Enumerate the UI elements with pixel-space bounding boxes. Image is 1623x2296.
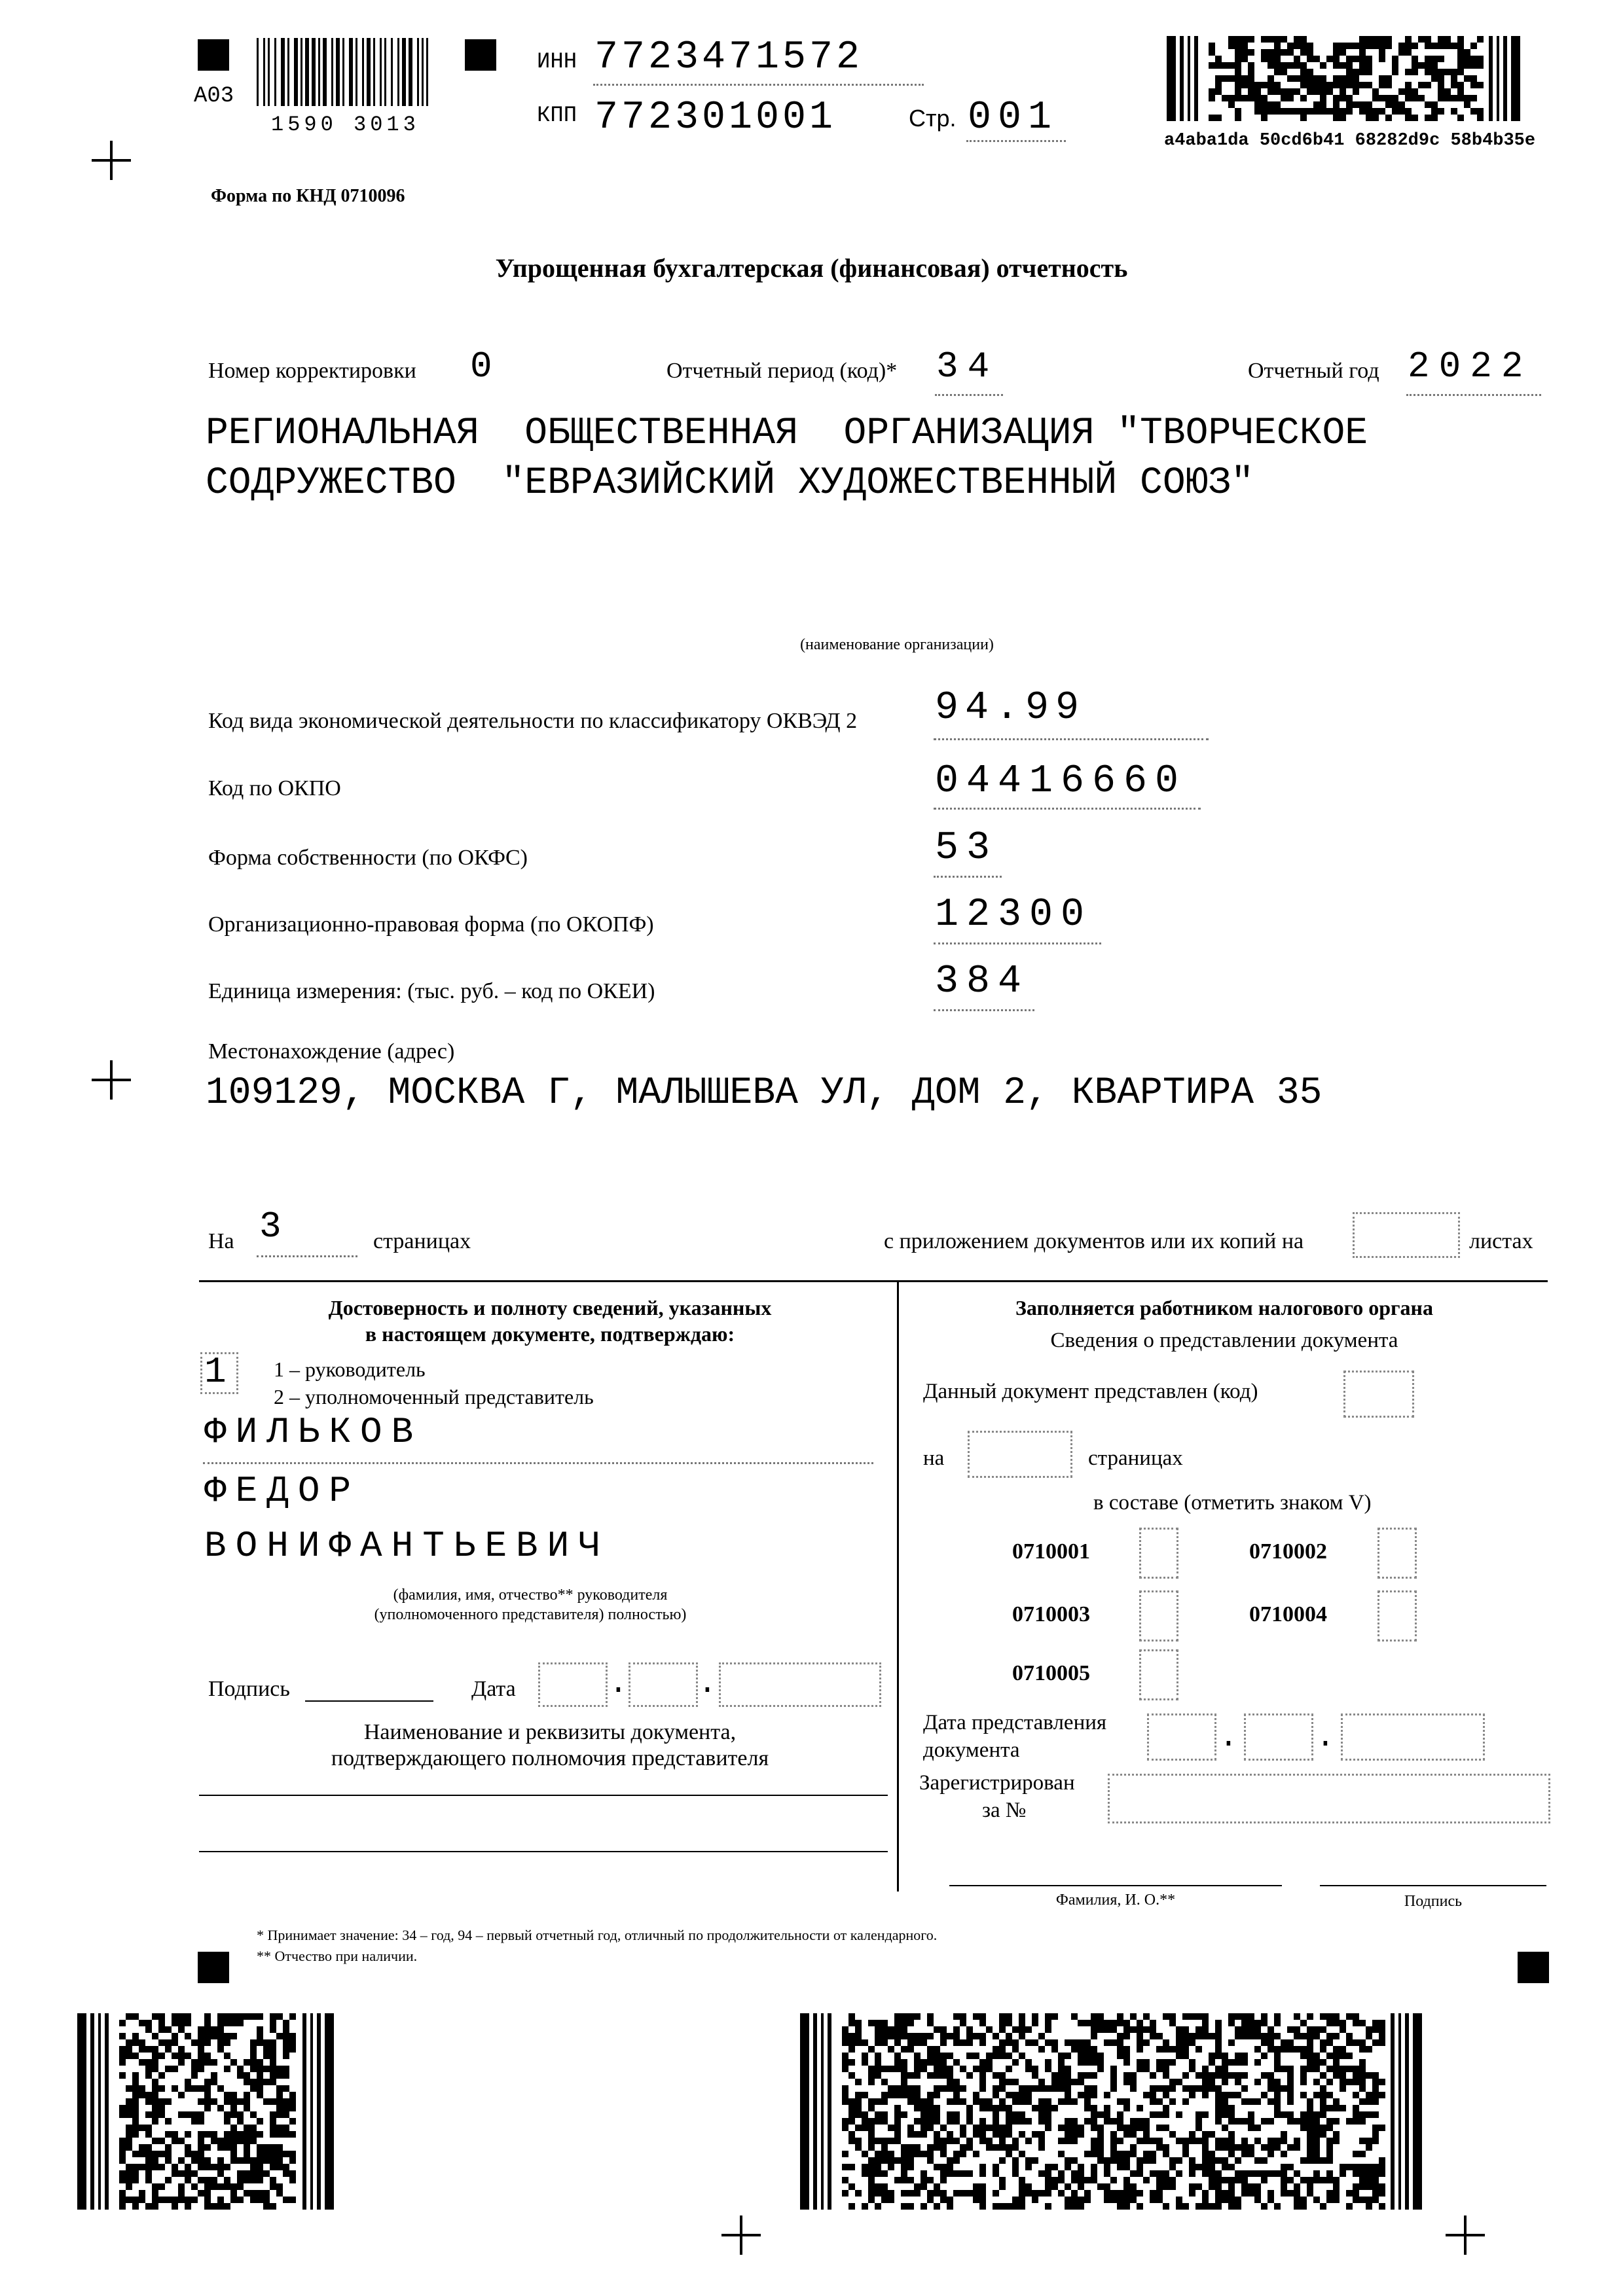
okfs-value: 53 <box>935 826 998 870</box>
section-divider <box>897 1280 899 1892</box>
confirm-heading-1: Достоверность и полноту сведений, указанных <box>328 1296 772 1319</box>
form-checkbox-0710004[interactable] <box>1377 1590 1417 1641</box>
okopf-label: Организационно-правовая форма (по ОКОПФ) <box>208 912 654 937</box>
submit-date-label-2: документа <box>923 1738 1020 1762</box>
barcode-number: 1590 3013 <box>271 113 420 137</box>
sign-date-day[interactable] <box>538 1662 608 1707</box>
pages-label: страницах <box>373 1229 471 1253</box>
signer-caption-2: (уполномоченного представителя) полностью) <box>374 1606 687 1623</box>
attachments-cells <box>1353 1212 1460 1258</box>
form-code: Форма по КНД 0710096 <box>211 186 405 206</box>
corner-marker-top-middle <box>465 39 496 71</box>
sheet-code: A03 <box>194 84 234 109</box>
correction-label: Номер корректировки <box>208 359 416 383</box>
submit-date-year[interactable] <box>1341 1713 1485 1761</box>
organization-name-line2: СОДРУЖЕСТВО "ЕВРАЗИЙСКИЙ ХУДОЖЕСТВЕННЫЙ СОЮЗ" <box>206 462 1254 505</box>
tax-pages-cells[interactable] <box>968 1431 1072 1478</box>
signer-option-1: 1 – руководитель <box>274 1357 426 1381</box>
tax-pages-on-label: на <box>923 1446 945 1470</box>
2d-barcode-icon <box>800 2013 1422 2210</box>
organization-name-line1: РЕГИОНАЛЬНАЯ ОБЩЕСТВЕННАЯ ОРГАНИЗАЦИЯ "ТВОРЧЕСКОЕ <box>206 412 1368 455</box>
barcode-icon <box>257 38 433 110</box>
document-title: Упрощенная бухгалтерская (финансовая) отчетность <box>495 253 1128 283</box>
page-number: 001 <box>968 96 1059 140</box>
composition-label: в составе (отметить знаком V) <box>1093 1491 1372 1515</box>
tax-pages-label: страницах <box>1088 1446 1183 1470</box>
form-code-0710001: 0710001 <box>1012 1539 1090 1564</box>
form-code-0710005: 0710005 <box>1012 1661 1090 1685</box>
form-checkbox-0710003[interactable] <box>1139 1590 1178 1641</box>
address-label: Местонахождение (адрес) <box>208 1039 455 1064</box>
tax-signature-caption: Подпись <box>1404 1893 1463 1910</box>
registration-cross-icon <box>92 141 131 180</box>
signer-name: ФЕДОР <box>204 1470 361 1512</box>
form-checkbox-0710005[interactable] <box>1139 1649 1178 1700</box>
registration-number-cells[interactable] <box>1108 1774 1550 1823</box>
submit-date-day[interactable] <box>1147 1713 1216 1761</box>
inn-value: 7723471572 <box>594 35 864 80</box>
signature-line[interactable] <box>305 1700 433 1702</box>
attachments-label: с приложением документов или их копий на <box>884 1229 1304 1253</box>
okei-label: Единица измерения: (тыс. руб. – код по ОКЕИ) <box>208 979 655 1003</box>
2d-barcode-icon <box>1167 36 1520 121</box>
form-checkbox-0710002[interactable] <box>1377 1528 1417 1579</box>
period-cells <box>935 394 1003 396</box>
okpo-value: 04416660 <box>935 759 1187 804</box>
sheets-label: листах <box>1469 1229 1533 1253</box>
qr-hash: a4aba1da 50cd6b41 68282d9c 58b4b35e <box>1164 131 1536 151</box>
page-label: Стр. <box>909 105 957 132</box>
representative-doc-line[interactable] <box>199 1795 888 1796</box>
fio-signature-line[interactable] <box>949 1885 1282 1886</box>
date-separator: . <box>1316 1720 1335 1755</box>
submitted-code-label: Данный документ представлен (код) <box>923 1380 1258 1403</box>
okei-value: 384 <box>935 960 1030 1004</box>
tax-signature-line[interactable] <box>1320 1885 1546 1886</box>
date-label: Дата <box>471 1677 516 1701</box>
signer-code-cell <box>200 1352 238 1394</box>
confirm-heading-2: в настоящем документе, подтверждаю: <box>365 1322 735 1346</box>
section-divider <box>199 1280 1548 1282</box>
okopf-cells <box>934 942 1101 944</box>
signer-option-2: 2 – уполномоченный представитель <box>274 1385 594 1408</box>
fio-caption: Фамилия, И. О.** <box>1055 1892 1176 1909</box>
surname-cells <box>203 1462 873 1464</box>
pages-count-cells <box>257 1255 357 1257</box>
signer-caption-1: (фамилия, имя, отчество** руководителя <box>393 1587 668 1604</box>
registered-label-1: Зарегистрирован <box>919 1771 1075 1795</box>
submit-date-label-1: Дата представления <box>923 1711 1107 1734</box>
date-separator: . <box>1219 1720 1238 1755</box>
date-separator: . <box>609 1666 628 1702</box>
registered-label-2: за № <box>982 1799 1027 1822</box>
corner-marker-bottom-right <box>1518 1952 1549 1983</box>
submit-date-month[interactable] <box>1244 1713 1313 1761</box>
okved-cells <box>934 738 1209 740</box>
signer-patronymic: ВОНИФАНТЬЕВИЧ <box>204 1525 610 1567</box>
okpo-cells <box>934 808 1201 810</box>
tax-office-heading: Заполняется работником налогового органа <box>1015 1296 1433 1319</box>
form-checkbox-0710001[interactable] <box>1139 1528 1178 1579</box>
okfs-label: Форма собственности (по ОКФС) <box>208 846 528 870</box>
representative-doc-label-1: Наименование и реквизиты документа, <box>363 1720 737 1744</box>
kpp-value: 772301001 <box>594 96 837 140</box>
inn-cells <box>593 84 924 86</box>
signature-label: Подпись <box>208 1677 290 1701</box>
form-code-0710003: 0710003 <box>1012 1602 1090 1626</box>
okved-label: Код вида экономической деятельности по классификатору ОКВЭД 2 <box>208 709 858 733</box>
registration-cross-icon <box>92 1060 131 1100</box>
period-value: 34 <box>936 346 999 387</box>
okei-cells <box>934 1009 1034 1011</box>
sign-date-month[interactable] <box>629 1662 698 1707</box>
representative-doc-label-2: подтверждающего полномочия представителя <box>331 1746 769 1770</box>
signer-code: 1 <box>204 1351 227 1393</box>
footnote-1: * Принимает значение: 34 – год, 94 – первый отчетный год, отличный по продолжительности от календарного. <box>257 1927 938 1943</box>
inn-label: ИНН <box>537 50 577 75</box>
submitted-code-cells[interactable] <box>1343 1371 1414 1418</box>
tax-office-subheading: Сведения о представлении документа <box>1050 1329 1398 1352</box>
corner-marker-top-left <box>198 39 229 71</box>
2d-barcode-icon <box>77 2013 334 2210</box>
year-cells <box>1406 394 1541 396</box>
page-cells <box>966 140 1066 142</box>
registration-cross-icon <box>721 2215 761 2255</box>
form-code-0710004: 0710004 <box>1249 1602 1327 1626</box>
okpo-label: Код по ОКПО <box>208 776 341 800</box>
year-label: Отчетный год <box>1248 359 1379 383</box>
year-value: 2022 <box>1408 346 1533 387</box>
period-label: Отчетный период (код)* <box>666 359 898 383</box>
signer-surname: ФИЛЬКОВ <box>204 1411 423 1453</box>
organization-caption: (наименование организации) <box>800 636 994 653</box>
form-code-0710002: 0710002 <box>1249 1539 1327 1564</box>
corner-marker-bottom-left <box>198 1952 229 1983</box>
kpp-label: КПП <box>537 103 577 128</box>
okfs-cells <box>934 876 1002 878</box>
sign-date-year[interactable] <box>719 1662 881 1707</box>
registration-cross-icon <box>1446 2215 1485 2255</box>
pages-count: 3 <box>259 1206 282 1247</box>
correction-value: 0 <box>470 346 492 387</box>
representative-doc-line[interactable] <box>199 1851 888 1852</box>
address-value: 109129, МОСКВА Г, МАЛЫШЕВА УЛ, ДОМ 2, КВАРТИРА 35 <box>206 1072 1322 1115</box>
pages-on-label: На <box>208 1229 234 1253</box>
okved-value: 94.99 <box>935 686 1086 730</box>
footnote-2: ** Отчество при наличии. <box>257 1948 418 1964</box>
okopf-value: 12300 <box>935 893 1093 937</box>
date-separator: . <box>698 1666 717 1702</box>
